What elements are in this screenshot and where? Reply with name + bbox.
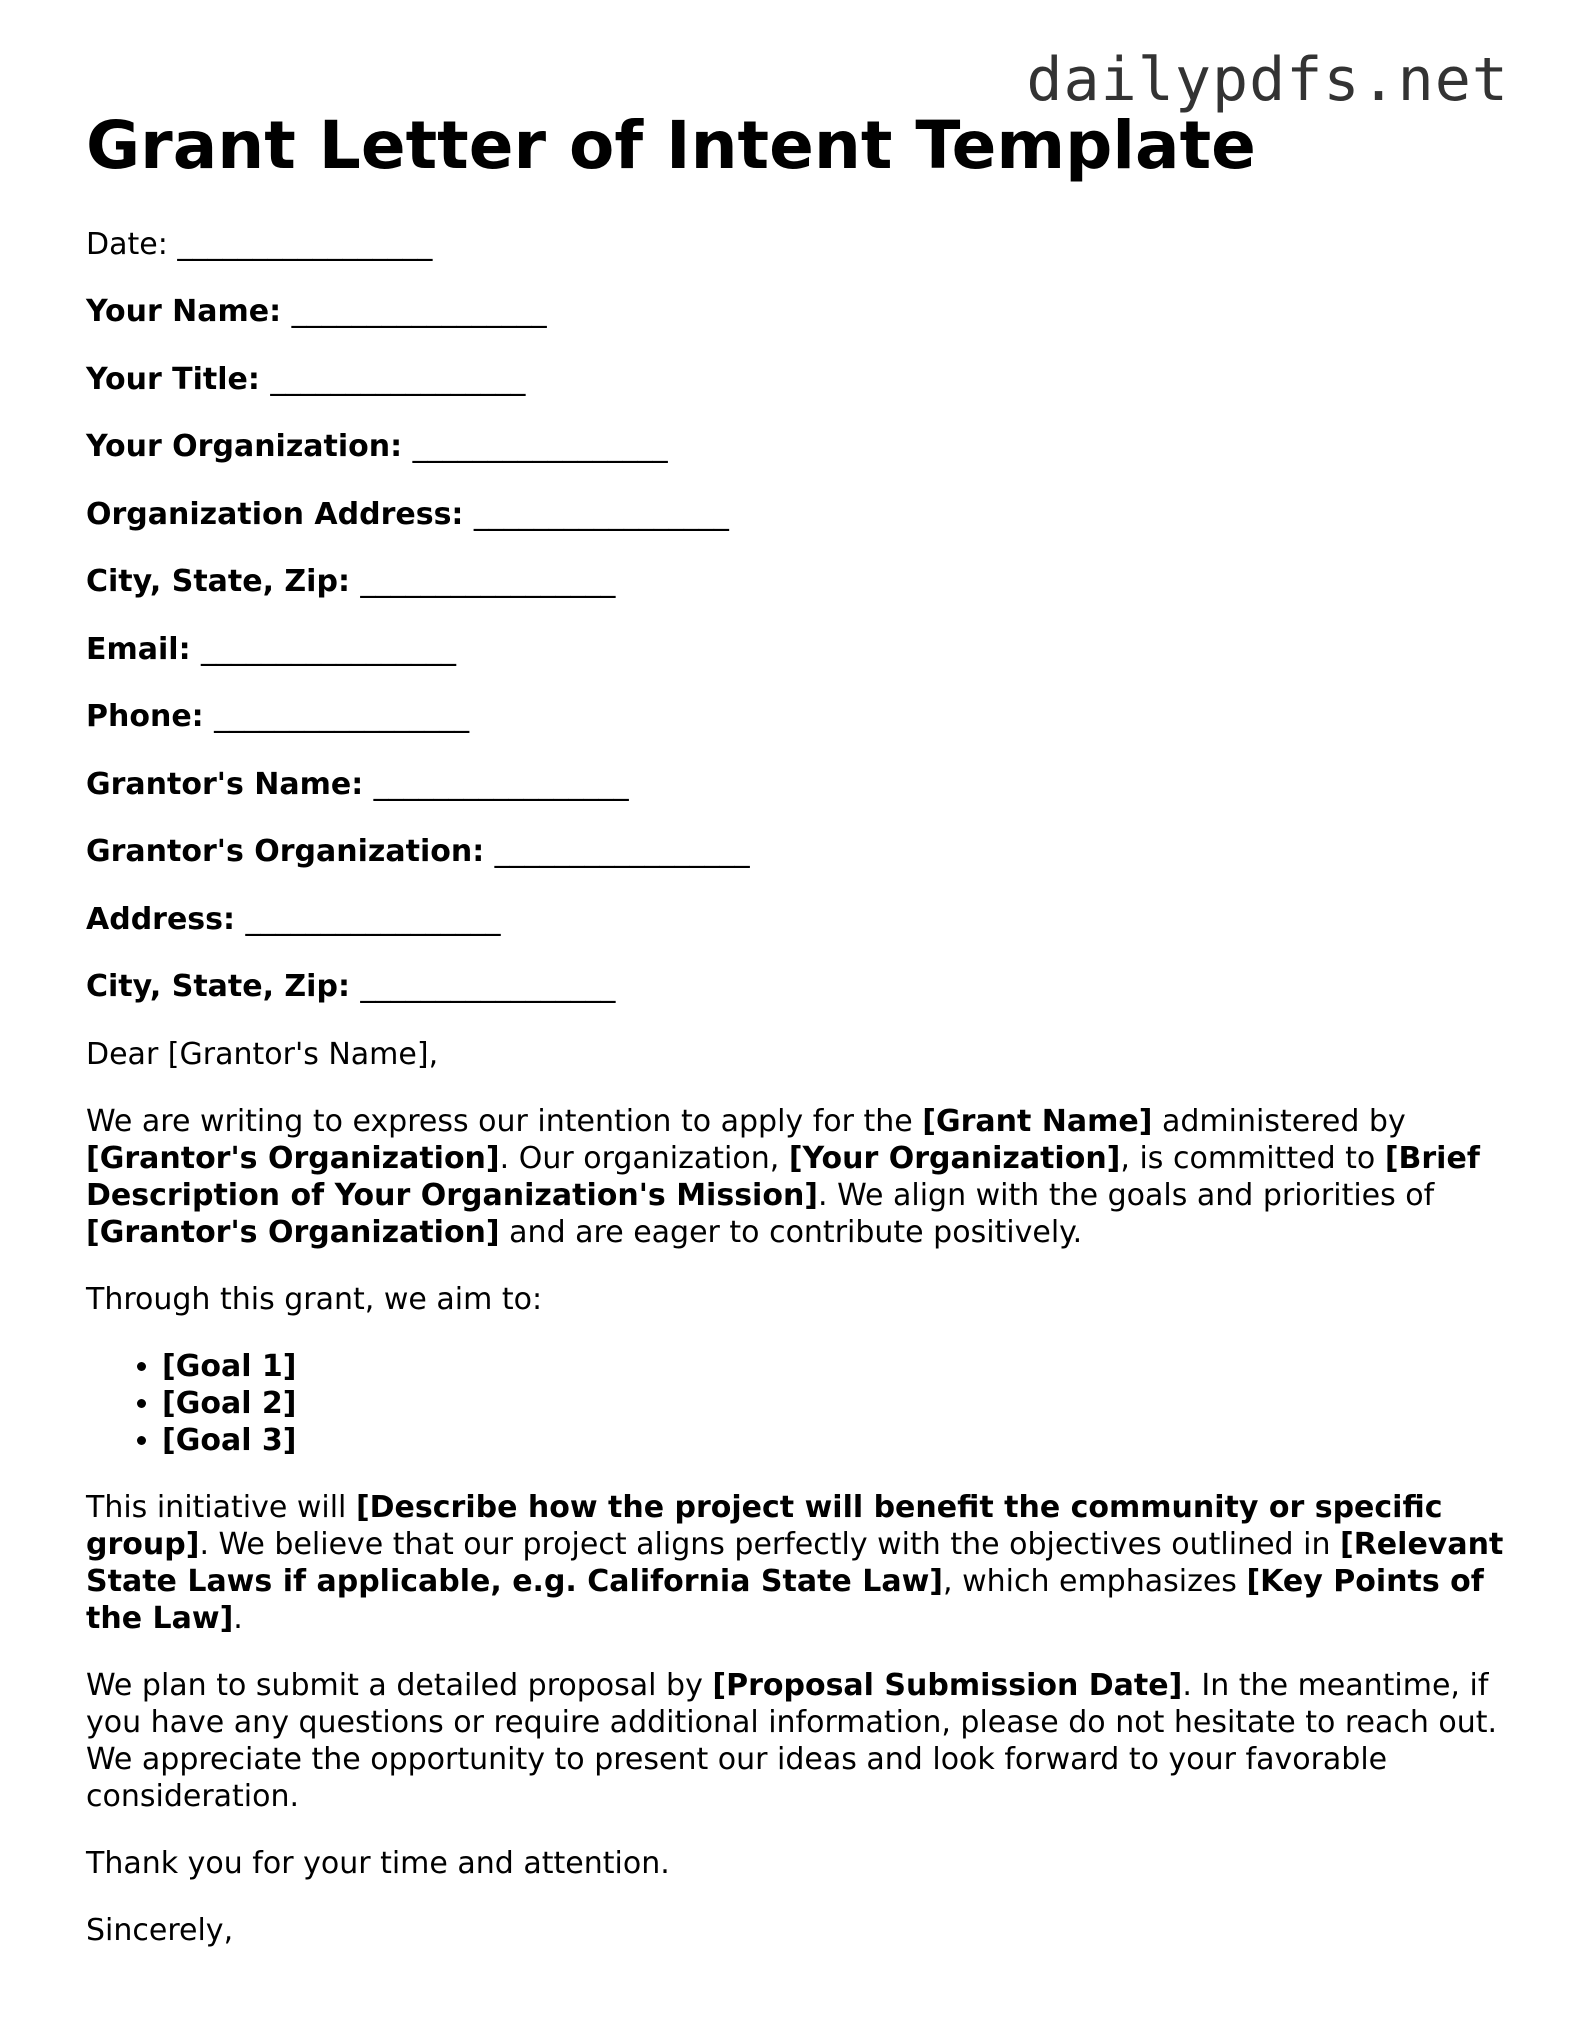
placeholder-mission: [Brief Description of Your Organization's Mission] <box>86 1140 1480 1213</box>
text-run: , is committed to <box>1120 1140 1385 1176</box>
field-your-name <box>86 293 1506 331</box>
list-item: • [Goal 2] <box>162 1385 1506 1422</box>
field-label: City, State, Zip: <box>86 564 350 600</box>
field-label: Your Name: <box>86 294 282 330</box>
field-label: Email: <box>86 631 191 667</box>
text-run: . We align with the goals and priorities of <box>818 1177 1435 1213</box>
text-run: We are writing to express our intention to apply for the <box>86 1103 923 1139</box>
field-your-title <box>86 361 1506 399</box>
field-blank[interactable]: _________________ <box>214 699 470 735</box>
placeholder-grant-name: [Grant Name] <box>922 1103 1153 1139</box>
placeholder-grantor-organization: [Grantor's Organization] <box>86 1214 500 1250</box>
field-email <box>86 631 1506 669</box>
field-label: Grantor's Organization: <box>86 834 485 870</box>
closing: Sincerely, <box>86 1912 234 1948</box>
text-run: . <box>233 1600 243 1636</box>
watermark-text: dailypdfs.net <box>1026 45 1509 115</box>
salutation: Dear [Grantor's Name], <box>86 1036 439 1072</box>
text-run: We plan to submit a detailed proposal by <box>86 1667 713 1703</box>
field-blank[interactable]: _________________ <box>412 429 668 465</box>
paragraph-proposal <box>86 1667 1506 1815</box>
field-grantor-city-state-zip <box>86 968 1506 1006</box>
text-run: . We believe that our project aligns perfectly with the objectives outlined in <box>199 1526 1340 1562</box>
placeholder-grantor-organization: [Grantor's Organization] <box>86 1140 500 1176</box>
list-item: • [Goal 1] <box>162 1348 1506 1385</box>
field-blank[interactable]: _________________ <box>360 564 616 600</box>
field-label: Your Organization: <box>86 429 403 465</box>
field-blank[interactable]: _________________ <box>270 361 526 397</box>
placeholder-submission-date: [Proposal Submission Date] <box>712 1667 1183 1703</box>
text-run: This initiative will <box>86 1489 356 1525</box>
page-title: Grant Letter of Intent Template <box>86 107 1256 184</box>
field-city-state-zip <box>86 563 1506 601</box>
field-blank[interactable]: _________________ <box>291 294 547 330</box>
placeholder-your-organization: [Your Organization] <box>788 1140 1121 1176</box>
field-label: Date: <box>86 226 168 262</box>
field-label: Phone: <box>86 699 204 735</box>
text-run: and are eager to contribute positively. <box>499 1214 1083 1250</box>
goals-intro: Through this grant, we aim to: <box>86 1281 543 1317</box>
form-fields <box>86 226 1506 1006</box>
letter-page <box>86 108 1506 1979</box>
field-phone <box>86 698 1506 736</box>
field-blank[interactable]: _________________ <box>177 226 433 262</box>
field-your-organization <box>86 428 1506 466</box>
paragraph-benefit <box>86 1489 1506 1637</box>
field-date <box>86 226 1506 264</box>
field-label: Grantor's Name: <box>86 766 364 802</box>
field-label: Organization Address: <box>86 496 464 532</box>
field-grantor-address <box>86 901 1506 939</box>
placeholder-benefit: [Describe how the project will benefit the community or specific group] <box>86 1489 1443 1562</box>
field-label: Your Title: <box>86 361 260 397</box>
goals-list <box>86 1348 1506 1459</box>
field-blank[interactable]: _________________ <box>373 766 629 802</box>
list-item: • [Goal 3] <box>162 1422 1506 1459</box>
text-run: . Our organization, <box>499 1140 789 1176</box>
field-blank[interactable]: _________________ <box>360 969 616 1005</box>
field-blank[interactable]: _________________ <box>473 496 729 532</box>
placeholder-state-laws: [Relevant State Laws if applicable, e.g. California State Law] <box>86 1526 1504 1599</box>
thanks-line: Thank you for your time and attention. <box>86 1845 670 1881</box>
field-grantor-name <box>86 766 1506 804</box>
paragraph-intent <box>86 1103 1506 1251</box>
text-run: . In the meantime, if you have any questions or require additional information, please do not hesitate to reach out. We appreciate the opportunity to present our ideas and look forward to your favorable consideration. <box>86 1667 1498 1814</box>
field-grantor-organization <box>86 833 1506 871</box>
field-label: Address: <box>86 901 236 937</box>
text-run: administered by <box>1152 1103 1406 1139</box>
placeholder-key-points: [Key Points of the Law] <box>86 1563 1484 1636</box>
field-organization-address <box>86 496 1506 534</box>
field-label: City, State, Zip: <box>86 969 350 1005</box>
text-run: , which emphasizes <box>943 1563 1247 1599</box>
field-blank[interactable]: _________________ <box>494 834 750 870</box>
field-blank[interactable]: _________________ <box>245 901 501 937</box>
field-blank[interactable]: _________________ <box>201 631 457 667</box>
